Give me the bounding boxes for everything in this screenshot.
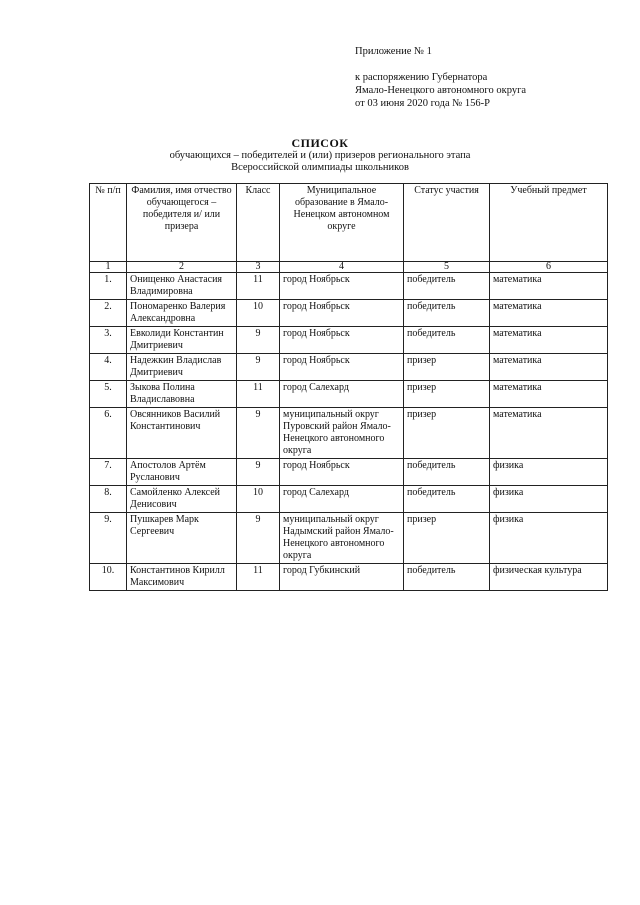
table-header-row: [90, 184, 608, 262]
grade-cell: 10: [237, 486, 280, 513]
status-cell: победитель: [404, 300, 490, 327]
subject-cell: математика: [490, 273, 608, 300]
grade-cell: 11: [237, 381, 280, 408]
subject-cell: математика: [490, 300, 608, 327]
grade-cell: 9: [237, 354, 280, 381]
municipality-cell: город Губкинский: [280, 564, 404, 591]
row-number-cell: 6.: [90, 408, 127, 459]
row-number-cell: 1.: [90, 273, 127, 300]
municipality-cell: город Ноябрьск: [280, 273, 404, 300]
municipality-cell: город Ноябрьск: [280, 354, 404, 381]
status-cell: победитель: [404, 486, 490, 513]
col-number: 5: [404, 262, 490, 273]
municipality-cell: город Салехард: [280, 381, 404, 408]
row-number-cell: 7.: [90, 459, 127, 486]
row-number-cell: 4.: [90, 354, 127, 381]
appendix-region-line: Ямало-Ненецкого автономного округа: [355, 85, 527, 96]
header-subject: Учебный предмет: [490, 184, 608, 262]
header-municipality: Муниципальное образование в Ямало-Ненецком автономном округе: [280, 184, 404, 262]
municipality-cell: муниципальный округ Пуровский район Ямало-Ненецкого автономного округа: [280, 408, 404, 459]
row-number-cell: 5.: [90, 381, 127, 408]
subject-cell: физика: [490, 459, 608, 486]
subject-cell: математика: [490, 381, 608, 408]
row-number-cell: 9.: [90, 513, 127, 564]
municipality-cell: город Ноябрьск: [280, 459, 404, 486]
table-row: [90, 381, 608, 408]
municipality-cell: город Ноябрьск: [280, 327, 404, 354]
status-cell: призер: [404, 381, 490, 408]
appendix-block: [355, 45, 625, 110]
row-number-cell: 8.: [90, 486, 127, 513]
row-number-cell: 2.: [90, 300, 127, 327]
status-cell: призер: [404, 408, 490, 459]
table-row: [90, 354, 608, 381]
col-number: 1: [90, 262, 127, 273]
col-number: 6: [490, 262, 608, 273]
table-row: [90, 273, 608, 300]
subject-cell: физическая культура: [490, 564, 608, 591]
table-row: [90, 513, 608, 564]
table-row: [90, 564, 608, 591]
subject-cell: математика: [490, 408, 608, 459]
row-number-cell: 3.: [90, 327, 127, 354]
student-name-cell: Зыкова Полина Владиславовна: [127, 381, 237, 408]
document-subtitle-1: обучающихся – победителей и (или) призеров регионального этапа: [169, 150, 471, 161]
appendix-date-line: от 03 июня 2020 года № 156-Р: [355, 98, 490, 109]
status-cell: победитель: [404, 564, 490, 591]
status-cell: победитель: [404, 327, 490, 354]
header-num: № п/п: [90, 184, 127, 262]
municipality-cell: город Ноябрьск: [280, 300, 404, 327]
grade-cell: 11: [237, 564, 280, 591]
status-cell: призер: [404, 354, 490, 381]
row-number-cell: 10.: [90, 564, 127, 591]
student-name-cell: Самойленко Алексей Денисович: [127, 486, 237, 513]
col-number: 3: [237, 262, 280, 273]
header-name: Фамилия, имя отчество обучающегося – победителя и/ или призера: [127, 184, 237, 262]
student-name-cell: Онищенко Анастасия Владимировна: [127, 273, 237, 300]
status-cell: победитель: [404, 459, 490, 486]
table-row: [90, 459, 608, 486]
header-status: Статус участия: [404, 184, 490, 262]
winners-table: [89, 183, 608, 591]
student-name-cell: Константинов Кирилл Максимович: [127, 564, 237, 591]
municipality-cell: муниципальный округ Надымский район Ямало-Ненецкого автономного округа: [280, 513, 404, 564]
grade-cell: 9: [237, 327, 280, 354]
status-cell: призер: [404, 513, 490, 564]
table-row: [90, 408, 608, 459]
document-title: СПИСОК: [291, 136, 349, 150]
document-subtitle-2: Всероссийской олимпиады школьников: [231, 162, 409, 173]
appendix-order-line: к распоряжению Губернатора: [355, 72, 488, 83]
student-name-cell: Надежкин Владислав Дмитриевич: [127, 354, 237, 381]
grade-cell: 9: [237, 459, 280, 486]
student-name-cell: Овсянников Василий Константинович: [127, 408, 237, 459]
municipality-cell: город Салехард: [280, 486, 404, 513]
table-row: [90, 300, 608, 327]
subject-cell: математика: [490, 327, 608, 354]
table-row: [90, 327, 608, 354]
status-cell: победитель: [404, 273, 490, 300]
subject-cell: математика: [490, 354, 608, 381]
appendix-title: Приложение № 1: [355, 46, 432, 57]
grade-cell: 9: [237, 408, 280, 459]
student-name-cell: Евколиди Константин Дмитриевич: [127, 327, 237, 354]
col-number: 4: [280, 262, 404, 273]
subject-cell: физика: [490, 486, 608, 513]
header-grade: Класс: [237, 184, 280, 262]
student-name-cell: Апостолов Артём Русланович: [127, 459, 237, 486]
student-name-cell: Пушкарев Марк Сергеевич: [127, 513, 237, 564]
grade-cell: 9: [237, 513, 280, 564]
subject-cell: физика: [490, 513, 608, 564]
column-number-row: [90, 262, 608, 273]
grade-cell: 11: [237, 273, 280, 300]
col-number: 2: [127, 262, 237, 273]
table-row: [90, 486, 608, 513]
student-name-cell: Пономаренко Валерия Александровна: [127, 300, 237, 327]
grade-cell: 10: [237, 300, 280, 327]
